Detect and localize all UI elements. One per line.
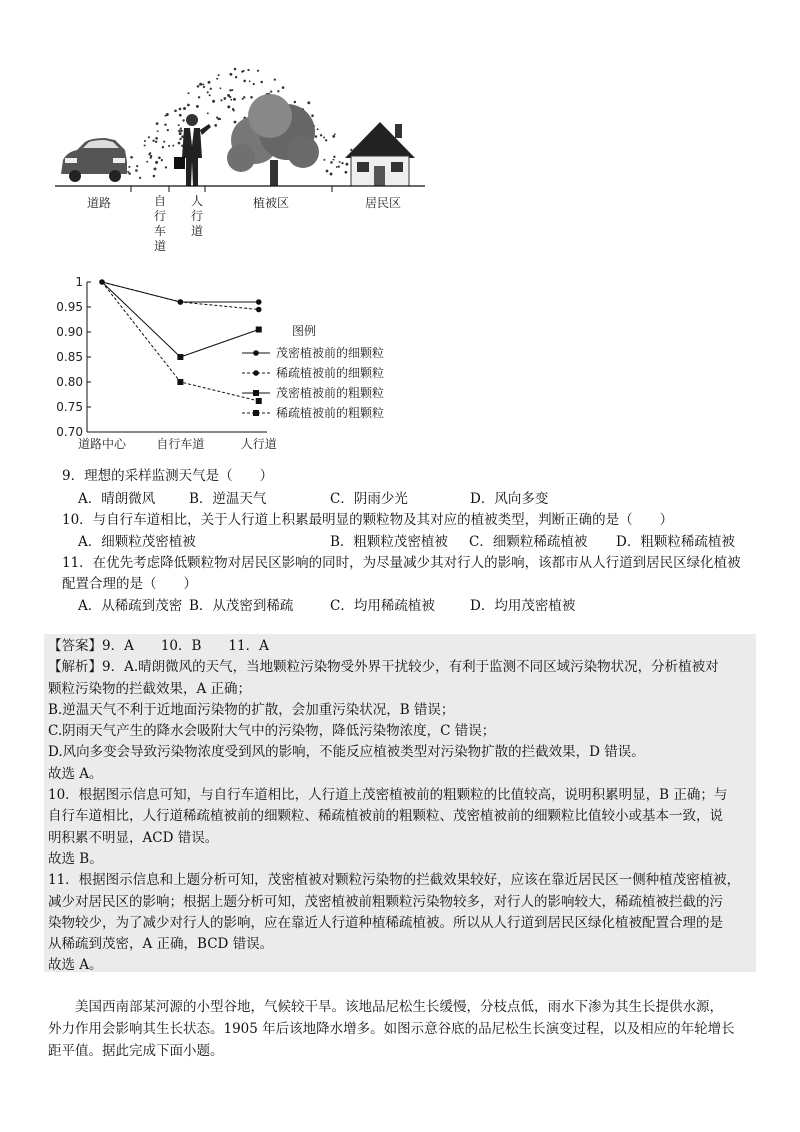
- question-11-stem-line2: 配置合理的是（ ）: [62, 576, 197, 592]
- particle-dot: [350, 149, 352, 151]
- data-point: [256, 398, 262, 404]
- cross-section-illustration: [55, 62, 425, 262]
- particle-dot: [144, 140, 146, 142]
- q10-option-a: A．细颗粒茂密植被: [78, 534, 196, 550]
- data-point: [256, 299, 262, 305]
- particle-dot: [203, 86, 205, 88]
- particle-dot: [130, 156, 133, 159]
- data-point: [178, 299, 184, 305]
- car-icon: [61, 138, 127, 182]
- particle-dot: [230, 99, 232, 101]
- particle-dot: [136, 165, 138, 167]
- particle-dot: [330, 173, 333, 176]
- particle-dot: [345, 171, 348, 174]
- particle-dot: [155, 141, 157, 143]
- particle-dot: [167, 129, 169, 131]
- particle-dot: [311, 114, 314, 117]
- particle-dot: [323, 159, 325, 161]
- particle-dot: [178, 124, 180, 126]
- q9-option-b: B．逆温天气: [189, 491, 267, 507]
- particle-dot: [220, 87, 222, 89]
- particle-dot: [320, 134, 322, 136]
- legend-entry: 稀疏植被前的细颗粒: [276, 366, 385, 380]
- answer-lines: [48, 636, 756, 977]
- particle-dot: [216, 117, 218, 119]
- answer-line: 故选 A。: [48, 957, 103, 974]
- particle-dot: [168, 145, 170, 147]
- house-icon: [345, 122, 415, 186]
- particle-dot: [334, 133, 336, 135]
- legend-swatch-marker: [253, 350, 259, 356]
- particle-dot: [212, 100, 215, 103]
- particle-dot: [277, 90, 279, 92]
- particle-dot: [223, 97, 226, 100]
- answer-line: 10．根据图示信息可知，与自行车道相比，人行道上茂密植被前的粗颗粒的比值较高，说明积累明显，B 正确；与: [48, 787, 728, 804]
- tree-icon: [227, 94, 319, 186]
- q9-option-c: C．阴雨少光: [330, 491, 408, 507]
- zone-bike-lane-label: 自行车道: [153, 194, 166, 253]
- reading-passage: [48, 996, 760, 1062]
- legend-title: 图例: [292, 324, 317, 338]
- answer-line: D.风向多变会导致污染物浓度受到风的影响，不能反应植被类型对污染物扩散的拦截效果，D 错误。: [48, 744, 645, 761]
- series-line: [102, 282, 259, 310]
- particle-dot: [210, 88, 212, 90]
- particle-dot: [156, 122, 159, 125]
- particle-dot: [249, 80, 251, 82]
- particle-dot: [208, 81, 211, 84]
- legend-entry: 稀疏植被前的粗颗粒: [276, 406, 385, 420]
- q10-option-d: D．粗颗粒稀疏植被: [616, 534, 735, 550]
- particle-dot: [178, 130, 181, 133]
- particle-dot: [127, 171, 129, 173]
- particle-dot: [216, 78, 218, 80]
- particle-dot: [146, 161, 148, 163]
- particle-dot: [187, 104, 190, 107]
- particle-dot: [229, 73, 232, 76]
- particle-dot: [158, 156, 161, 159]
- x-tick-label: 道路中心: [77, 437, 127, 451]
- particle-dot: [219, 118, 221, 120]
- series-line: [102, 282, 259, 357]
- legend-swatch-marker: [253, 370, 259, 376]
- particle-dot: [161, 159, 163, 161]
- answer-line: 【答案】9．A 10．B 11．A: [48, 638, 269, 654]
- particle-dot: [330, 161, 333, 164]
- particle-dot: [188, 92, 190, 94]
- particle-dot: [345, 163, 348, 166]
- particle-dot: [333, 156, 335, 158]
- particle-dot: [338, 165, 340, 167]
- particle-dot: [179, 138, 181, 140]
- particle-dot: [164, 123, 166, 125]
- question-11-stem-line1: 11．在优先考虑降低颗粒物对居民区影响的同时，为尽量减少其对行人的影响，该都市从人行道到居民区绿化植被: [62, 555, 741, 571]
- particle-dot: [174, 109, 177, 112]
- particle-dot: [162, 146, 164, 148]
- particle-dot: [157, 130, 159, 132]
- particle-dot: [282, 86, 285, 89]
- series-line: [102, 282, 259, 302]
- answer-line: 故选 A。: [48, 765, 103, 782]
- q9-option-d: D．风向多变: [470, 491, 549, 507]
- particle-dot: [199, 83, 202, 86]
- question-10-stem: 10．与自行车道相比，关于人行道上积累最明显的颗粒物及其对应的植被类型，判断正确的是（ ）: [62, 512, 674, 528]
- particle-dot: [229, 89, 231, 91]
- particle-dot: [233, 98, 236, 101]
- particle-dot: [227, 105, 230, 108]
- answer-line: 故选 B。: [48, 850, 103, 867]
- particle-dot: [180, 128, 182, 130]
- particle-dot: [180, 130, 182, 132]
- legend-entry: 茂密植被前的细颗粒: [276, 346, 385, 360]
- particle-dot: [207, 91, 209, 93]
- y-tick-label: 0.70: [56, 425, 83, 439]
- answer-line: C.阴雨天气产生的降水会吸附大气中的污染物，降低污染物浓度，C 错误；: [48, 723, 496, 740]
- particle-dot: [179, 114, 182, 117]
- particle-dot: [242, 98, 244, 100]
- answer-line: 自行车道相比，人行道稀疏植被前的细颗粒、稀疏植被前的粗颗粒、茂密植被前的细颗粒比值较小或基本一致，说: [48, 808, 723, 825]
- particle-dot: [333, 159, 335, 161]
- data-point: [256, 307, 262, 313]
- particle-dot: [196, 105, 199, 108]
- particle-dot: [234, 68, 237, 71]
- question-9-stem: 9．理想的采样监测天气是（ ）: [62, 468, 274, 484]
- particle-dot: [317, 128, 319, 130]
- particle-dot: [214, 124, 217, 127]
- particle-dot: [260, 81, 263, 84]
- y-tick-label: 0.85: [56, 350, 83, 364]
- zone-sidewalk-label: 人行道: [190, 194, 203, 238]
- particle-ratio-chart: [52, 270, 412, 460]
- particle-dot: [227, 94, 230, 97]
- y-tick-label: 0.95: [56, 300, 83, 314]
- particle-dot: [339, 161, 341, 163]
- particle-dot: [179, 108, 182, 111]
- q10-option-b: B．粗颗粒茂密植被: [330, 534, 448, 550]
- y-tick-label: 0.75: [56, 400, 83, 414]
- legend-swatch-marker: [253, 410, 259, 416]
- particle-dot: [148, 153, 150, 155]
- cross-section-drawing: [55, 62, 425, 194]
- passage-line: 外力作用会影响其生长状态。1905 年后该地降水增多。如图示意谷底的品尼松生长演变过程，以及相应的年轮增长: [48, 1021, 735, 1037]
- y-tick-label: 1: [75, 275, 83, 289]
- particle-dot: [154, 167, 157, 170]
- particle-dot: [178, 142, 181, 145]
- particle-dot: [218, 74, 220, 76]
- particle-dot: [274, 78, 276, 80]
- particle-dot: [243, 80, 246, 83]
- particle-dot: [179, 132, 182, 135]
- q11-option-b: B．从茂密到稀疏: [189, 598, 294, 614]
- zone-vegetation-label: 植被区: [253, 196, 290, 210]
- particle-dot: [197, 85, 200, 88]
- particle-dot: [231, 89, 233, 91]
- particle-dot: [152, 140, 154, 142]
- particle-dot: [150, 156, 152, 158]
- particle-dot: [220, 99, 222, 101]
- particle-dot: [234, 121, 237, 124]
- particle-dot: [250, 96, 253, 99]
- particle-dot: [341, 162, 343, 164]
- particle-dot: [257, 70, 259, 72]
- zone-road-label: 道路: [87, 196, 112, 210]
- data-point: [177, 354, 183, 360]
- particle-dot: [155, 161, 158, 164]
- particle-dot: [294, 101, 297, 104]
- particle-dot: [207, 112, 209, 114]
- particle-dot: [336, 166, 338, 168]
- particle-dot: [307, 101, 310, 104]
- answer-line: 减少对居民区的影响；根据上题分析可知，茂密植被前粗颗粒污染物较多，对行人的影响较大，稀疏植被拦截的污: [48, 893, 723, 910]
- particle-dot: [235, 76, 237, 78]
- particle-dot: [232, 108, 234, 110]
- legend-swatch-marker: [253, 390, 259, 396]
- data-point: [256, 327, 262, 333]
- particle-dot: [165, 115, 167, 117]
- q9-option-a: A．晴朗微风: [78, 491, 156, 507]
- particle-dot: [253, 83, 255, 85]
- particle-dot: [209, 94, 211, 96]
- particle-dot: [165, 166, 167, 168]
- legend-entry: 茂密植被前的粗颗粒: [276, 386, 385, 400]
- particle-dot: [172, 145, 174, 147]
- particle-dot: [135, 169, 138, 172]
- particle-dot: [139, 177, 141, 179]
- answer-line: 颗粒污染物的拦截效果，A 正确；: [48, 680, 252, 697]
- q11-option-d: D．均用茂密植被: [470, 598, 576, 614]
- q11-option-c: C．均用稀疏植被: [330, 598, 435, 614]
- y-tick-label: 0.80: [56, 375, 83, 389]
- particle-dot: [241, 70, 243, 72]
- zone-residential-label: 居民区: [365, 196, 402, 210]
- x-tick-label: 自行车道: [156, 437, 205, 451]
- answer-line: 11．根据图示信息和上题分析可知，茂密植被对颗粒污染物的拦截效果较好，应该在靠近居民区一侧种植茂密植被，: [48, 872, 741, 889]
- y-tick-label: 0.90: [56, 325, 83, 339]
- particle-dot: [315, 135, 318, 138]
- particle-dot: [332, 135, 335, 138]
- passage-line: 距平值。据此完成下面小题。: [48, 1043, 224, 1059]
- q10-option-c: C．细颗粒稀疏植被: [469, 534, 588, 550]
- particle-dot: [325, 139, 327, 141]
- particle-dot: [198, 96, 200, 98]
- particle-dot: [183, 107, 186, 110]
- particle-dot: [243, 96, 245, 98]
- particle-dot: [148, 136, 150, 138]
- answer-line: 从稀疏到茂密，A 正确，BCD 错误。: [48, 936, 274, 953]
- particle-dot: [326, 170, 329, 173]
- q11-option-a: A．从稀疏到茂密: [78, 598, 183, 614]
- answer-line: 【解析】9．A.晴朗微风的天气，当地颗粒污染物受外界干扰较少，有利于监测不同区域污染物状况，分析植被对: [48, 659, 719, 676]
- particle-dot: [153, 175, 156, 178]
- x-tick-label: 人行道: [240, 437, 277, 451]
- data-point: [177, 379, 183, 385]
- particle-dot: [182, 119, 184, 121]
- particle-dot: [163, 141, 165, 143]
- particle-dot: [270, 91, 272, 93]
- particle-dot: [155, 137, 158, 140]
- passage-line: 美国西南部某河源的小型谷地，气候较干旱。该地品尼松生长缓慢，分枝点低，雨水下渗为其生长提供水源，: [48, 999, 723, 1015]
- answer-line: B.逆温天气不利于近地面污染物的扩散，会加重污染状况，B 错误；: [48, 701, 455, 718]
- answer-line: 染物较少，为了减少对行人的影响，应在靠近人行道种植稀疏植被。所以从人行道到居民区绿化植被配置合理的是: [48, 914, 723, 931]
- particle-dot: [323, 136, 325, 138]
- particle-dot: [144, 145, 146, 147]
- particle-dot: [247, 69, 249, 71]
- particle-dot: [202, 83, 204, 85]
- particle-dot: [128, 166, 130, 168]
- answer-line: 明积累不明显，ACD 错误。: [48, 829, 219, 846]
